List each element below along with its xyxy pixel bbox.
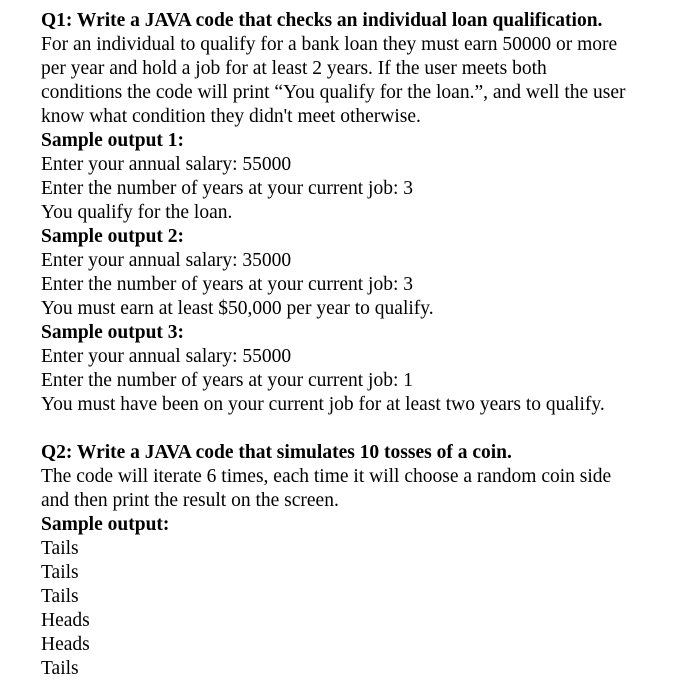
coin-toss-result: Tails xyxy=(41,538,79,559)
sample-output-line: Enter the number of years at your current job: 3 xyxy=(41,274,413,295)
sample-output-line: Enter your annual salary: 55000 xyxy=(41,154,292,175)
sample-output-line: You must earn at least $50,000 per year to qualify. xyxy=(41,298,434,319)
q2-description xyxy=(41,465,681,513)
q2-description-line: The code will iterate 6 times, each time it will choose a random coin side xyxy=(41,466,612,487)
document xyxy=(41,9,681,681)
paragraph-spacer xyxy=(41,417,681,441)
coin-toss-result: Heads xyxy=(41,634,90,655)
coin-toss-result: Tails xyxy=(41,562,79,583)
q1-description-line: know what condition they didn't meet otherwise. xyxy=(41,106,421,127)
coin-toss-result: Heads xyxy=(41,610,90,631)
sample-output-heading: Sample output: xyxy=(41,514,170,535)
q1-description-line: conditions the code will print “You qualify for the loan.”, and well the user xyxy=(41,82,626,103)
sample-output-heading: Sample output 1: xyxy=(41,130,185,151)
sample-output-line: Enter the number of years at your current job: 1 xyxy=(41,370,413,391)
sample-output-line: You qualify for the loan. xyxy=(41,202,233,223)
sample-output-line: You must have been on your current job for at least two years to qualify. xyxy=(41,394,605,415)
sample-output-heading: Sample output 3: xyxy=(41,322,185,343)
q1-description-line: per year and hold a job for at least 2 years. If the user meets both xyxy=(41,58,547,79)
q1-sample-output-3 xyxy=(41,321,681,417)
coin-toss-result: Tails xyxy=(41,658,79,679)
q2-title: Q2: Write a JAVA code that simulates 10 tosses of a coin. xyxy=(41,442,512,463)
q2-sample-output xyxy=(41,513,681,681)
coin-toss-result: Tails xyxy=(41,586,79,607)
sample-output-line: Enter the number of years at your current job: 3 xyxy=(41,178,413,199)
q2-description-line: and then print the result on the screen. xyxy=(41,490,339,511)
q1-title: Q1: Write a JAVA code that checks an individual loan qualification. xyxy=(41,10,603,31)
q1-sample-output-1 xyxy=(41,129,681,225)
q1-description-line: For an individual to qualify for a bank loan they must earn 50000 or more xyxy=(41,34,618,55)
q1-sample-output-2 xyxy=(41,225,681,321)
sample-output-heading: Sample output 2: xyxy=(41,226,185,247)
sample-output-line: Enter your annual salary: 55000 xyxy=(41,346,292,367)
sample-output-line: Enter your annual salary: 35000 xyxy=(41,250,292,271)
q1-description xyxy=(41,33,681,129)
